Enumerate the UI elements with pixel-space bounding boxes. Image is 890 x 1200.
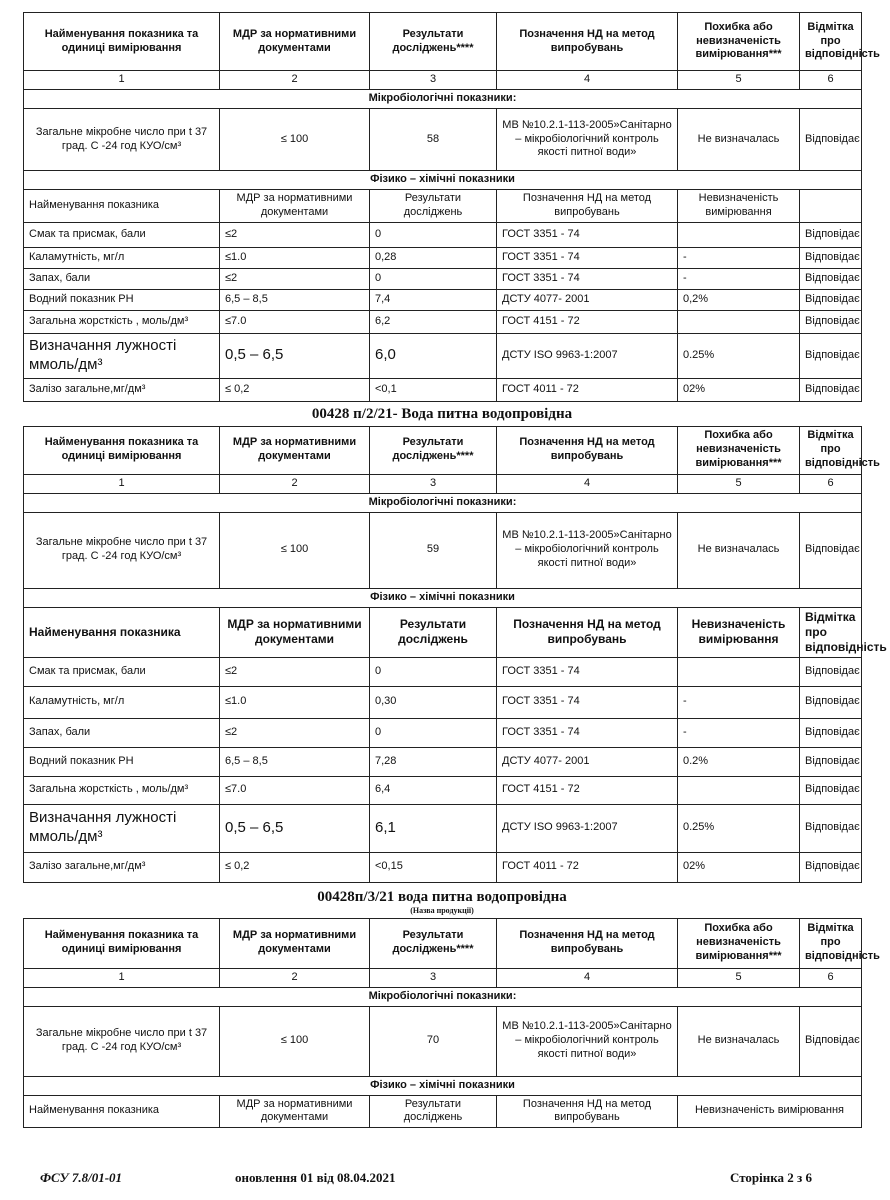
section-row xyxy=(24,588,862,607)
mdr-value: ≤2 xyxy=(220,268,370,289)
uncertainty-value: - xyxy=(678,686,800,718)
indicator-name: Загальне мікробне число при t 37 град. С -24 год КУО/см³ xyxy=(24,109,220,171)
column-number: 5 xyxy=(678,71,800,90)
uncertainty-value xyxy=(678,310,800,333)
column-number: 1 xyxy=(24,474,220,493)
phys-header-conformity: Відмітка про відповідність xyxy=(800,607,862,657)
method-value: ГОСТ 3351 - 74 xyxy=(497,718,678,747)
column-number: 1 xyxy=(24,968,220,987)
column-numbers-row xyxy=(24,71,862,90)
indicator-name: Загальне мікробне число при t 37 град. С -24 год КУО/см³ xyxy=(24,512,220,588)
conformity-value: Відповідає xyxy=(800,776,862,804)
result-value: 70 xyxy=(370,1006,497,1076)
phys-rows xyxy=(24,657,862,882)
method-value: ГОСТ 3351 - 74 xyxy=(497,686,678,718)
indicator-name: Каламутність, мг/л xyxy=(24,247,220,268)
conformity-value: Відповідає xyxy=(800,109,862,171)
indicator-name: Визначання лужності ммоль/дм³ xyxy=(24,333,220,378)
phys-header-results: Результати досліджень xyxy=(370,607,497,657)
indicator-name: Загальна жорсткість , моль/дм³ xyxy=(24,776,220,804)
phys-header-uncertainty: Невизначеність вимірювання xyxy=(678,190,800,223)
uncertainty-value: 0.25% xyxy=(678,333,800,378)
method-value: ГОСТ 3351 - 74 xyxy=(497,268,678,289)
result-value: 0,30 xyxy=(370,686,497,718)
block-2-title: 00428 п/2/21- Вода питна водопровідна xyxy=(311,405,573,422)
result-value: 6,1 xyxy=(370,804,497,852)
table-header-row xyxy=(24,918,862,968)
method-value: ГОСТ 3351 - 74 xyxy=(497,247,678,268)
header-method: Позначення НД на метод випробувань xyxy=(497,13,678,71)
indicator-name: Загальне мікробне число при t 37 град. С -24 год КУО/см³ xyxy=(24,1006,220,1076)
empty-cell xyxy=(800,190,862,223)
mdr-value: ≤ 100 xyxy=(220,109,370,171)
footer-form-code: ФСУ 7.8/01-01 xyxy=(40,1170,123,1185)
table-row xyxy=(24,686,862,718)
section-row xyxy=(24,1076,862,1095)
conformity-value: Відповідає xyxy=(800,268,862,289)
phys-header-mdr: МДР за нормативними документами xyxy=(220,190,370,223)
section-micro-title: Мікробіологічні показники: xyxy=(24,987,862,1006)
table-row xyxy=(24,512,862,588)
section-micro-title: Мікробіологічні показники: xyxy=(24,90,862,109)
indicator-name: Запах, бали xyxy=(24,718,220,747)
method-value: МВ №10.2.1-113-2005»Санітарно – мікробіологічний контроль якості питної води» xyxy=(497,512,678,588)
phys-header-method: Позначення НД на метод випробувань xyxy=(497,190,678,223)
phys-header-row xyxy=(24,1095,862,1128)
column-numbers-row xyxy=(24,474,862,493)
header-conformity: Відмітка про відповідність xyxy=(800,13,862,71)
table-row xyxy=(24,378,862,401)
uncertainty-value: - xyxy=(678,247,800,268)
phys-header-mdr: МДР за нормативними документами xyxy=(220,607,370,657)
column-number: 5 xyxy=(678,474,800,493)
results-table-2 xyxy=(23,426,887,883)
indicator-name: Залізо загальне,мг/дм³ xyxy=(24,378,220,401)
table-row xyxy=(24,1006,862,1076)
mdr-value: 0,5 – 6,5 xyxy=(220,804,370,852)
phys-header-indicator: Найменування показника xyxy=(24,1095,220,1128)
method-value: ДСТУ ISO 9963-1:2007 xyxy=(497,804,678,852)
method-value: ДСТУ ISO 9963-1:2007 xyxy=(497,333,678,378)
column-number: 6 xyxy=(800,71,862,90)
indicator-name: Смак та присмак, бали xyxy=(24,657,220,686)
page-footer xyxy=(40,1170,840,1190)
section-row xyxy=(24,493,862,512)
mdr-value: ≤ 100 xyxy=(220,1006,370,1076)
uncertainty-value: Не визначалась xyxy=(678,512,800,588)
conformity-value: Відповідає xyxy=(800,686,862,718)
method-value: МВ №10.2.1-113-2005»Санітарно – мікробіологічний контроль якості питної води» xyxy=(497,109,678,171)
method-value: ГОСТ 4151 - 72 xyxy=(497,310,678,333)
column-number: 4 xyxy=(497,968,678,987)
uncertainty-value: Не визначалась xyxy=(678,1006,800,1076)
table-row xyxy=(24,247,862,268)
phys-header-indicator: Найменування показника xyxy=(24,190,220,223)
column-number: 6 xyxy=(800,474,862,493)
footer-page-number: Сторінка 2 з 6 xyxy=(730,1170,813,1185)
indicator-name: Каламутність, мг/л xyxy=(24,686,220,718)
result-value: 0 xyxy=(370,222,497,247)
header-uncertainty: Похибка або невизначеність вимірювання*** xyxy=(678,426,800,474)
footer-update: оновлення 01 від 08.04.2021 xyxy=(235,1170,396,1185)
indicator-name: Залізо загальне,мг/дм³ xyxy=(24,852,220,882)
phys-header-results: Результати досліджень xyxy=(370,1095,497,1128)
method-value: ДСТУ 4077- 2001 xyxy=(497,747,678,776)
result-value: 6,4 xyxy=(370,776,497,804)
indicator-name: Загальна жорсткість , моль/дм³ xyxy=(24,310,220,333)
result-value: 59 xyxy=(370,512,497,588)
result-value: <0,15 xyxy=(370,852,497,882)
mdr-value: ≤2 xyxy=(220,718,370,747)
block-3-subtitle: (Назва продукції) xyxy=(410,905,474,915)
header-indicator: Найменування показника та одиниці вимірювання xyxy=(24,426,220,474)
column-number: 4 xyxy=(497,71,678,90)
conformity-value: Відповідає xyxy=(800,852,862,882)
phys-header-mdr: МДР за нормативними документами xyxy=(220,1095,370,1128)
method-value: ГОСТ 3351 - 74 xyxy=(497,222,678,247)
table-row xyxy=(24,333,862,378)
phys-header-row xyxy=(24,190,862,223)
uncertainty-value: 0.25% xyxy=(678,804,800,852)
section-phys-title: Фізико – хімічні показники xyxy=(24,588,862,607)
header-conformity: Відмітка про відповідність xyxy=(800,918,862,968)
header-results: Результати досліджень**** xyxy=(370,918,497,968)
phys-header-uncertainty: Невизначеність вимірювання xyxy=(678,1095,862,1128)
method-value: ДСТУ 4077- 2001 xyxy=(497,289,678,310)
section-micro-title: Мікробіологічні показники: xyxy=(24,493,862,512)
phys-header-row xyxy=(24,607,862,657)
mdr-value: ≤ 0,2 xyxy=(220,378,370,401)
mdr-value: ≤2 xyxy=(220,222,370,247)
table-header-row xyxy=(24,426,862,474)
section-row xyxy=(24,987,862,1006)
mdr-value: ≤1.0 xyxy=(220,247,370,268)
column-number: 3 xyxy=(370,474,497,493)
method-value: ГОСТ 4151 - 72 xyxy=(497,776,678,804)
section-phys-title: Фізико – хімічні показники xyxy=(24,1076,862,1095)
conformity-value: Відповідає xyxy=(800,804,862,852)
mdr-value: ≤7.0 xyxy=(220,310,370,333)
phys-header-uncertainty: Невизначеність вимірювання xyxy=(678,607,800,657)
result-value: 58 xyxy=(370,109,497,171)
uncertainty-value: 0.2% xyxy=(678,747,800,776)
mdr-value: ≤ 0,2 xyxy=(220,852,370,882)
method-value: ГОСТ 4011 - 72 xyxy=(497,852,678,882)
header-results: Результати досліджень**** xyxy=(370,426,497,474)
header-method: Позначення НД на метод випробувань xyxy=(497,918,678,968)
result-value: 0 xyxy=(370,657,497,686)
table-row xyxy=(24,310,862,333)
table-row xyxy=(24,747,862,776)
conformity-value: Відповідає xyxy=(800,747,862,776)
uncertainty-value: 02% xyxy=(678,378,800,401)
result-value: 7,4 xyxy=(370,289,497,310)
phys-header-method: Позначення НД на метод випробувань xyxy=(497,607,678,657)
column-number: 1 xyxy=(24,71,220,90)
conformity-value: Відповідає xyxy=(800,512,862,588)
column-number: 4 xyxy=(497,474,678,493)
table-row xyxy=(24,222,862,247)
column-number: 5 xyxy=(678,968,800,987)
conformity-value: Відповідає xyxy=(800,1006,862,1076)
mdr-value: ≤7.0 xyxy=(220,776,370,804)
header-results: Результати досліджень**** xyxy=(370,13,497,71)
indicator-name: Водний показник РН xyxy=(24,289,220,310)
phys-header-indicator: Найменування показника xyxy=(24,607,220,657)
result-value: 6,2 xyxy=(370,310,497,333)
header-uncertainty: Похибка або невизначеність вимірювання*** xyxy=(678,13,800,71)
header-indicator: Найменування показника та одиниці вимірювання xyxy=(24,918,220,968)
method-value: МВ №10.2.1-113-2005»Санітарно – мікробіологічний контроль якості питної води» xyxy=(497,1006,678,1076)
section-phys-title: Фізико – хімічні показники xyxy=(24,171,862,190)
column-numbers-row xyxy=(24,968,862,987)
column-number: 3 xyxy=(370,968,497,987)
indicator-name: Смак та присмак, бали xyxy=(24,222,220,247)
result-value: 0,28 xyxy=(370,247,497,268)
section-row xyxy=(24,90,862,109)
conformity-value: Відповідає xyxy=(800,718,862,747)
conformity-value: Відповідає xyxy=(800,310,862,333)
section-row xyxy=(24,171,862,190)
column-number: 2 xyxy=(220,474,370,493)
table-header-row xyxy=(24,13,862,71)
phys-header-method: Позначення НД на метод випробувань xyxy=(497,1095,678,1128)
mdr-value: ≤2 xyxy=(220,657,370,686)
table-row xyxy=(24,776,862,804)
conformity-value: Відповідає xyxy=(800,222,862,247)
indicator-name: Визначання лужності ммоль/дм³ xyxy=(24,804,220,852)
result-value: 7,28 xyxy=(370,747,497,776)
uncertainty-value: - xyxy=(678,268,800,289)
header-mdr: МДР за нормативними документами xyxy=(220,918,370,968)
result-value: 6,0 xyxy=(370,333,497,378)
uncertainty-value: - xyxy=(678,718,800,747)
conformity-value: Відповідає xyxy=(800,289,862,310)
mdr-value: 6,5 – 8,5 xyxy=(220,289,370,310)
uncertainty-value xyxy=(678,222,800,247)
table-row xyxy=(24,268,862,289)
table-row xyxy=(24,852,862,882)
table-row xyxy=(24,657,862,686)
phys-header-results: Результати досліджень xyxy=(370,190,497,223)
uncertainty-value: 0,2% xyxy=(678,289,800,310)
results-table-1 xyxy=(23,12,880,402)
method-value: ГОСТ 4011 - 72 xyxy=(497,378,678,401)
conformity-value: Відповідає xyxy=(800,333,862,378)
table-row xyxy=(24,718,862,747)
column-number: 2 xyxy=(220,71,370,90)
header-mdr: МДР за нормативними документами xyxy=(220,13,370,71)
mdr-value: ≤ 100 xyxy=(220,512,370,588)
mdr-value: 6,5 – 8,5 xyxy=(220,747,370,776)
header-uncertainty: Похибка або невизначеність вимірювання*** xyxy=(678,918,800,968)
header-mdr: МДР за нормативними документами xyxy=(220,426,370,474)
result-value: 0 xyxy=(370,718,497,747)
document xyxy=(23,12,887,1128)
header-conformity: Відмітка про відповідність xyxy=(800,426,862,474)
conformity-value: Відповідає xyxy=(800,378,862,401)
header-method: Позначення НД на метод випробувань xyxy=(497,426,678,474)
conformity-value: Відповідає xyxy=(800,247,862,268)
indicator-name: Водний показник РН xyxy=(24,747,220,776)
mdr-value: 0,5 – 6,5 xyxy=(220,333,370,378)
uncertainty-value xyxy=(678,657,800,686)
phys-rows xyxy=(24,222,862,401)
column-number: 6 xyxy=(800,968,862,987)
block-3-title: 00428п/3/21 вода питна водопровідна xyxy=(317,888,567,905)
indicator-name: Запах, бали xyxy=(24,268,220,289)
uncertainty-value xyxy=(678,776,800,804)
uncertainty-value: Не визначалась xyxy=(678,109,800,171)
mdr-value: ≤1.0 xyxy=(220,686,370,718)
uncertainty-value: 02% xyxy=(678,852,800,882)
result-value: 0 xyxy=(370,268,497,289)
result-value: <0,1 xyxy=(370,378,497,401)
results-table-3 xyxy=(23,918,880,1129)
table-row xyxy=(24,109,862,171)
header-indicator: Найменування показника та одиниці вимірювання xyxy=(24,13,220,71)
conformity-value: Відповідає xyxy=(800,657,862,686)
method-value: ГОСТ 3351 - 74 xyxy=(497,657,678,686)
column-number: 3 xyxy=(370,71,497,90)
table-row xyxy=(24,804,862,852)
column-number: 2 xyxy=(220,968,370,987)
table-row xyxy=(24,289,862,310)
